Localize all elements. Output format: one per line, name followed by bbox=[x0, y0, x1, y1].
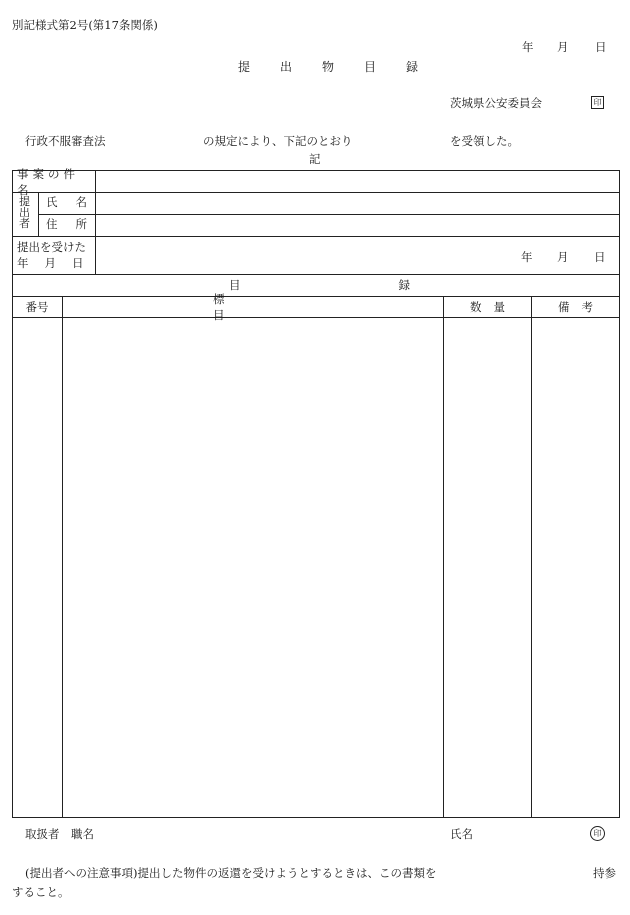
table-right-border bbox=[619, 170, 620, 818]
header-date-day: 日 bbox=[595, 40, 607, 54]
catalog-number-area[interactable] bbox=[13, 318, 62, 817]
document-title: 提出物目録 bbox=[238, 60, 449, 74]
body-middle: の規定により、下記のとおり bbox=[203, 134, 353, 148]
header-date-month: 月 bbox=[557, 40, 569, 54]
notice-line-2: すること。 bbox=[12, 885, 70, 899]
rule-submitter-col bbox=[38, 192, 39, 236]
catalog-quantity-area[interactable] bbox=[444, 318, 531, 817]
submitter-label: 提出者 bbox=[19, 195, 30, 230]
rule-below-address bbox=[12, 236, 620, 237]
name-label: 氏名 bbox=[46, 195, 105, 209]
case-name-field[interactable] bbox=[96, 171, 618, 192]
catalog-label: 目録 bbox=[229, 278, 568, 292]
rule-below-received bbox=[12, 274, 620, 275]
col-number-text: 番号 bbox=[25, 300, 49, 314]
case-name-text: 事案の件名 bbox=[17, 166, 79, 197]
received-date-month: 月 bbox=[557, 250, 569, 264]
col-item bbox=[63, 292, 443, 322]
received-date-year: 年 bbox=[521, 250, 533, 264]
notice-line-1: (提出者への注意事項)提出した物件の返還を受けようとするときは、この書類を bbox=[25, 866, 437, 880]
case-name-label bbox=[17, 166, 90, 197]
received-label-1: 提出を受けた bbox=[17, 240, 86, 254]
received-label-2: 年月日 bbox=[17, 256, 100, 270]
col-quantity-text: 数量 bbox=[470, 300, 517, 314]
col-item-text: 標目 bbox=[213, 292, 375, 322]
ki-heading: 記 bbox=[309, 152, 321, 166]
col-quantity bbox=[444, 297, 531, 317]
issuer-name: 茨城県公安委員会 bbox=[450, 96, 542, 110]
col-remarks bbox=[532, 297, 619, 317]
position-label: 職名 bbox=[71, 827, 94, 841]
footer-name-label: 氏名 bbox=[450, 827, 473, 841]
notice-line-1-end: 持参 bbox=[593, 866, 616, 880]
received-date-day: 日 bbox=[594, 250, 606, 264]
header-date-year: 年 bbox=[522, 40, 534, 54]
address-field[interactable] bbox=[96, 215, 618, 236]
table-bottom-border bbox=[12, 817, 620, 818]
body-law: 行政不服審査法 bbox=[25, 134, 106, 148]
handler-seal-icon: 印 bbox=[590, 826, 605, 841]
catalog-item-area[interactable] bbox=[63, 318, 443, 817]
body-end: を受領した。 bbox=[450, 134, 519, 148]
col-remarks-text: 備考 bbox=[558, 300, 605, 314]
address-label: 住所 bbox=[46, 217, 105, 231]
col-number bbox=[12, 297, 62, 317]
name-field[interactable] bbox=[96, 193, 618, 214]
issuer-seal-icon: 印 bbox=[591, 96, 604, 109]
handler-label: 取扱者 bbox=[25, 827, 60, 841]
catalog-remarks-area[interactable] bbox=[532, 318, 619, 817]
form-reference: 別記様式第2号(第17条関係) bbox=[12, 18, 158, 32]
